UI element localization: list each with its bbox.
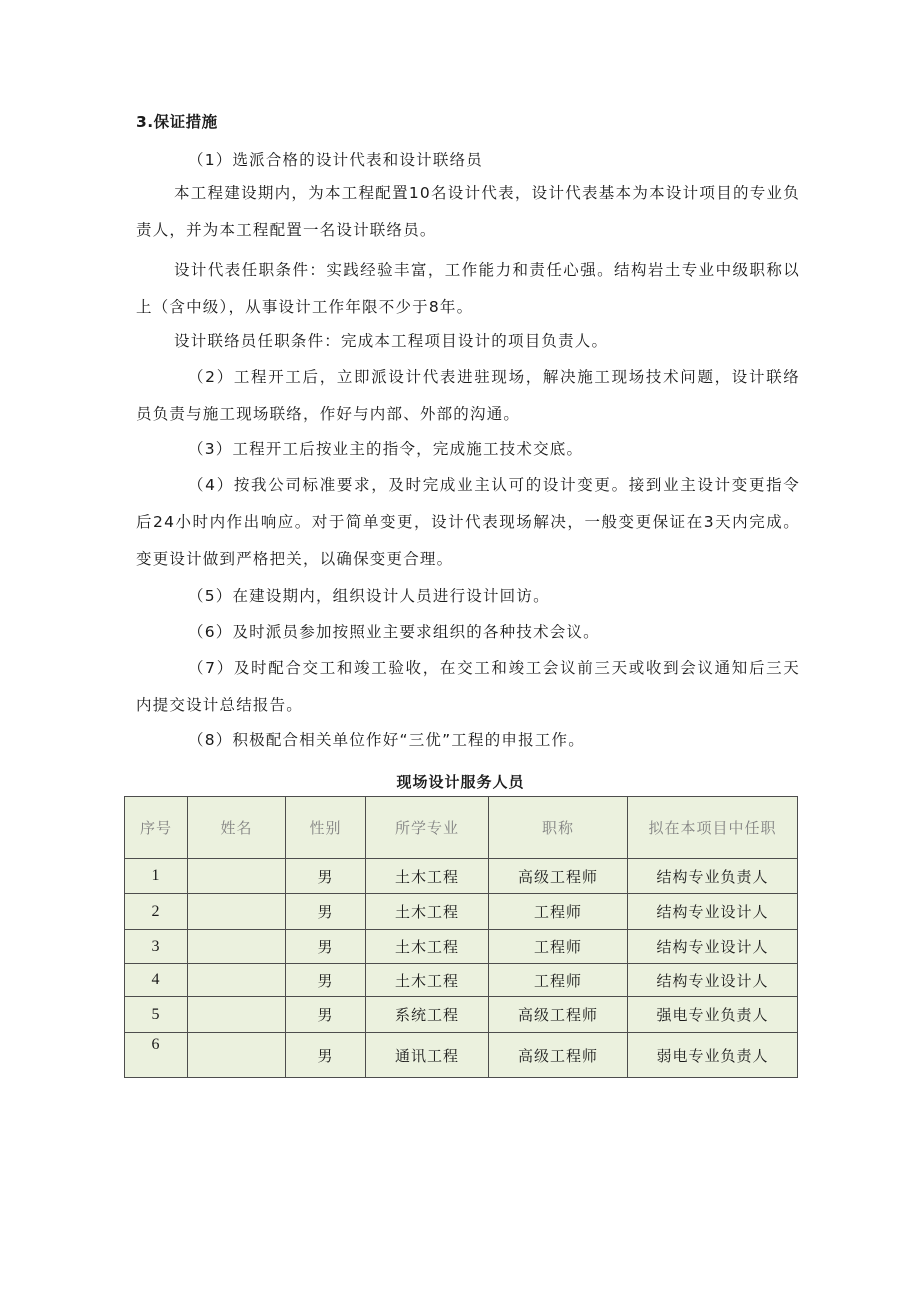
table-row xyxy=(125,894,798,930)
table-row xyxy=(125,997,798,1033)
table-row xyxy=(125,1033,798,1078)
header-title: 职称 xyxy=(489,797,628,859)
paragraph-liaison-requirements: 设计联络员任职条件：完成本工程项目设计的项目负责人。 xyxy=(174,332,609,350)
cell-title: 工程师 xyxy=(489,894,628,930)
cell-role: 弱电专业负责人 xyxy=(628,1033,798,1078)
cell-name xyxy=(188,997,286,1033)
header-major: 所学专业 xyxy=(366,797,489,859)
paragraph-item-3: （3）工程开工后按业主的指令，完成施工技术交底。 xyxy=(188,440,584,458)
cell-name xyxy=(188,859,286,894)
cell-index: 4 xyxy=(125,964,188,997)
header-index: 序号 xyxy=(125,797,188,859)
cell-index: 5 xyxy=(125,997,188,1033)
cell-gender: 男 xyxy=(286,1033,366,1078)
cell-index: 3 xyxy=(125,930,188,964)
cell-name xyxy=(188,964,286,997)
cell-name xyxy=(188,894,286,930)
header-name: 姓名 xyxy=(188,797,286,859)
cell-major: 通讯工程 xyxy=(366,1033,489,1078)
paragraph-item-5: （5）在建设期内，组织设计人员进行设计回访。 xyxy=(188,587,550,605)
cell-role: 结构专业设计人 xyxy=(628,964,798,997)
cell-name xyxy=(188,1033,286,1078)
cell-major: 土木工程 xyxy=(366,859,489,894)
paragraph-rep-requirements: 设计代表任职条件：实践经验丰富，工作能力和责任心强。结构岩土专业中级职称以上（含中级），从事设计工作年限不少于8年。 xyxy=(136,261,800,316)
cell-name xyxy=(188,930,286,964)
table-row xyxy=(125,930,798,964)
cell-gender: 男 xyxy=(286,997,366,1033)
cell-role: 结构专业设计人 xyxy=(628,894,798,930)
paragraph-item-2: （2）工程开工后，立即派设计代表进驻现场，解决施工现场技术问题，设计联络员负责与施工现场联络，作好与内部、外部的沟通。 xyxy=(136,368,800,423)
section-heading: 3.保证措施 xyxy=(136,113,218,131)
header-role: 拟在本项目中任职 xyxy=(628,797,798,859)
cell-major: 系统工程 xyxy=(366,997,489,1033)
table-header-row xyxy=(125,797,798,859)
table-row xyxy=(125,859,798,894)
cell-gender: 男 xyxy=(286,930,366,964)
paragraph-item-4: （4）按我公司标准要求，及时完成业主认可的设计变更。接到业主设计变更指令后24小时内作出响应。对于简单变更，设计代表现场解决，一般变更保证在3天内完成。变更设计做到严格把关，以确保变更合理。 xyxy=(136,476,800,568)
paragraph-item-1: （1）选派合格的设计代表和设计联络员 xyxy=(188,151,483,169)
cell-index: 6 xyxy=(125,1033,188,1078)
paragraph-item-7: （7）及时配合交工和竣工验收，在交工和竣工会议前三天或收到会议通知后三天内提交设计总结报告。 xyxy=(136,659,800,714)
cell-title: 工程师 xyxy=(489,964,628,997)
cell-title: 工程师 xyxy=(489,930,628,964)
cell-role: 强电专业负责人 xyxy=(628,997,798,1033)
cell-role: 结构专业负责人 xyxy=(628,859,798,894)
cell-major: 土木工程 xyxy=(366,894,489,930)
cell-title: 高级工程师 xyxy=(489,1033,628,1078)
cell-gender: 男 xyxy=(286,859,366,894)
cell-index: 1 xyxy=(125,859,188,894)
cell-gender: 男 xyxy=(286,894,366,930)
cell-gender: 男 xyxy=(286,964,366,997)
cell-title: 高级工程师 xyxy=(489,859,628,894)
cell-major: 土木工程 xyxy=(366,930,489,964)
table-row xyxy=(125,964,798,997)
header-gender: 性别 xyxy=(286,797,366,859)
paragraph-item-6: （6）及时派员参加按照业主要求组织的各种技术会议。 xyxy=(188,623,600,641)
cell-index: 2 xyxy=(125,894,188,930)
paragraph-item-8: （8）积极配合相关单位作好“三优”工程的申报工作。 xyxy=(188,731,585,749)
cell-title: 高级工程师 xyxy=(489,997,628,1033)
cell-role: 结构专业设计人 xyxy=(628,930,798,964)
table-title: 现场设计服务人员 xyxy=(396,773,525,791)
staff-table xyxy=(124,796,798,1078)
paragraph-design-reps: 本工程建设期内，为本工程配置10名设计代表，设计代表基本为本设计项目的专业负责人，并为本工程配置一名设计联络员。 xyxy=(136,184,800,239)
cell-major: 土木工程 xyxy=(366,964,489,997)
